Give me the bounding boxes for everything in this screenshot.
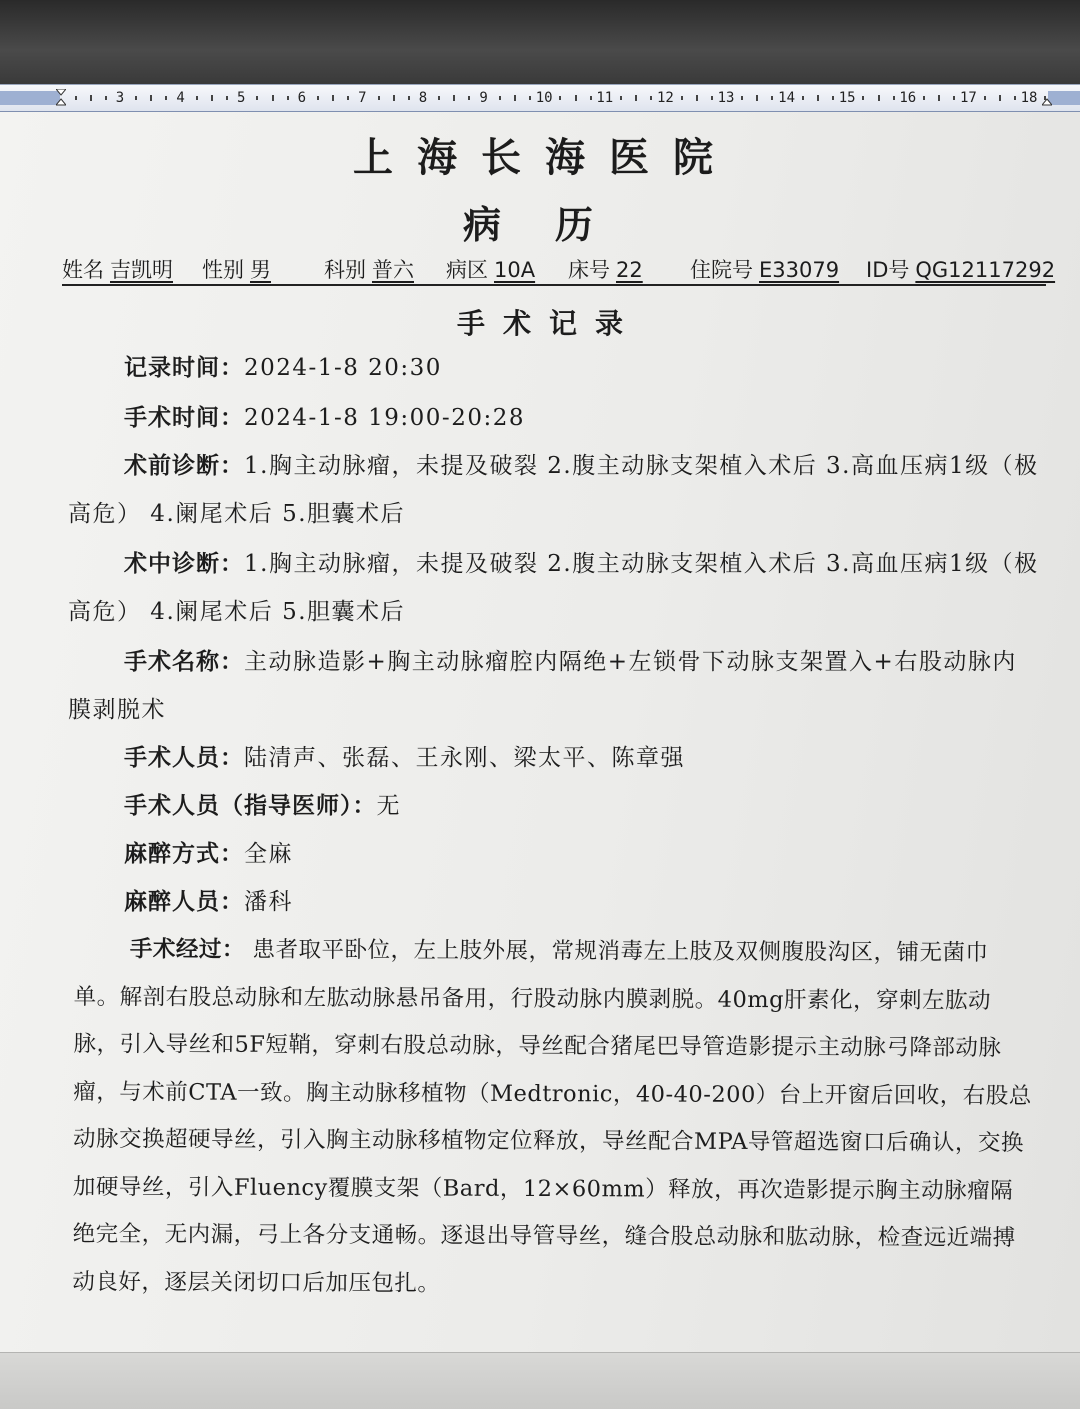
record-type-title: 病历 [462,202,647,247]
ruler-tick [1014,96,1016,100]
ruler-number: 13 [717,90,735,106]
patient-admission-no: 住院号 E33079 [690,258,840,282]
ruler-tick [741,96,743,100]
ruler-tick [408,96,410,100]
patient-ward: 病区 10A [446,258,536,282]
ruler-tick [999,95,1001,101]
patient-gender: 性别 男 [202,258,271,282]
ruler-tick [862,96,864,100]
ruler-tick [317,96,319,100]
ruler-tick [771,96,773,100]
ruler-tick [696,95,698,101]
ruler-number: 10 [535,90,553,106]
ruler-tick [681,96,683,100]
ruler-number: 6 [297,90,307,106]
ruler-tick [332,95,334,101]
ruler-number: 16 [899,90,917,106]
ruler-tick [211,95,213,101]
ruler-tick [453,95,455,101]
ruler-number: 17 [959,90,977,106]
procedure-description: 手术经过： 患者取平卧位，左上肢外展，常规消毒左上肢及双侧腹股沟区，铺无菌巾单。解剖右股总动脉和左肱动脉悬吊备用，行股动脉内膜剥脱。40mg肝素化，穿刺左肱动脉，引入导丝和5F短鞘，穿刺右股总动脉，导丝配合猪尾巴导管造影提示主动脉弓降部动脉瘤，与术前CTA一致。胸主动脉移植物（Medtronic，40-40-200）台上开窗后回收，右股总动脉交换超硬导丝，引入胸主动脉移植物定位释放，导丝配合MPA导管超选窗口后确认，交换加硬导丝，引入Fluency覆膜支架（Bard，12×60mm）释放，再次造影提示胸主动脉瘤隔绝完全，无内漏，弓上各分支通畅。逐退出导管导丝，缝合股总动脉和肱动脉，检查远近端搏动良好，逐层关闭切口后加压包扎。 [72,936,1032,1297]
ruler-number: 9 [479,90,488,106]
ruler-tick [893,96,895,100]
ruler-tick [620,96,622,100]
ruler-tick [287,96,289,100]
ruler-tick [272,95,274,101]
record-time: 记录时间：2024-1-8 20:30 [124,354,442,381]
ruler-tick [438,96,440,100]
patient-bed: 床号 22 [568,258,643,282]
ruler-number: 5 [236,90,246,106]
section-title: 手术记录 [456,307,641,340]
right-indent-marker-icon[interactable] [1042,89,1052,107]
ruler-tick [590,96,592,100]
ruler-tick [499,96,501,100]
ruler-tick [393,95,395,101]
ruler-number: 12 [656,90,674,106]
ruler-tick [105,96,107,100]
left-indent-marker-icon[interactable] [56,89,66,107]
ruler-number: 4 [176,90,185,106]
ruler-tick [878,95,880,101]
preop-diagnosis: 术前诊断：1.胸主动脉瘤，未提及破裂 2.腹主动脉支架植入术后 3.高血压病1级（极高危） 4.阑尾术后 5.胆囊术后 [68,452,1039,527]
anesthesia-method: 麻醉方式：全麻 [124,840,293,867]
ruler-tick [984,96,986,100]
ruler-tick [226,96,228,100]
surgeons: 手术人员：陆清声、张磊、王永刚、梁太平、陈章强 [124,744,685,771]
ruler-tick [468,96,470,100]
ruler-tick [559,96,561,100]
ruler-number: 8 [418,90,428,106]
ruler-number: 3 [115,90,125,106]
ruler-tick [923,96,925,100]
ruler-tick [711,96,713,100]
ruler-tick [529,96,531,100]
ruler-tick [756,95,758,101]
supervising-physician: 手术人员（指导医师）：无 [124,792,401,819]
ruler-tick [165,96,167,100]
ruler-tick [378,96,380,100]
ruler-tick [832,96,834,100]
ruler-tick [135,96,137,100]
horizontal-ruler[interactable] [0,84,1080,112]
ruler-number: 7 [358,90,367,106]
ruler-number: 18 [1020,90,1038,106]
ruler-tick [150,95,152,101]
ruler-tick [953,96,955,100]
surgery-name: 手术名称：主动脉造影+胸主动脉瘤腔内隔绝+左锁骨下动脉支架置入+右股动脉内膜剥脱术 [68,648,1017,723]
document-page[interactable] [0,112,1080,1352]
intraop-diagnosis: 术中诊断：1.胸主动脉瘤，未提及破裂 2.腹主动脉支架植入术后 3.高血压病1级（极高危） 4.阑尾术后 5.胆囊术后 [68,550,1039,625]
ruler-tick [90,95,92,101]
ruler-tick [75,96,77,100]
patient-name: 姓名 吉凯明 [62,258,173,282]
ruler-tick [817,95,819,101]
surgery-time: 手术时间：2024-1-8 19:00-20:28 [124,404,525,431]
patient-dept: 科别 普六 [324,258,414,282]
ruler-tick [650,96,652,100]
ruler-tick [347,96,349,100]
ruler-tick [802,96,804,100]
patient-id-no: ID号 QG12117292 [866,258,1056,282]
ruler-tick [256,96,258,100]
ruler-tick [635,95,637,101]
ruler-number: 11 [596,90,614,106]
ruler-scale [0,88,1080,108]
ruler-tick [575,95,577,101]
ruler-number: 15 [838,90,856,106]
bottom-bezel [0,1352,1080,1409]
ruler-tick [196,96,198,100]
ruler-tick [938,95,940,101]
ruler-number: 14 [778,90,796,106]
hospital-title: 上海长海医院 [353,134,737,181]
anesthetist: 麻醉人员：潘科 [124,888,293,915]
window-frame [0,0,1080,84]
patient-info-line [62,252,1056,286]
ruler-tick [514,95,516,101]
